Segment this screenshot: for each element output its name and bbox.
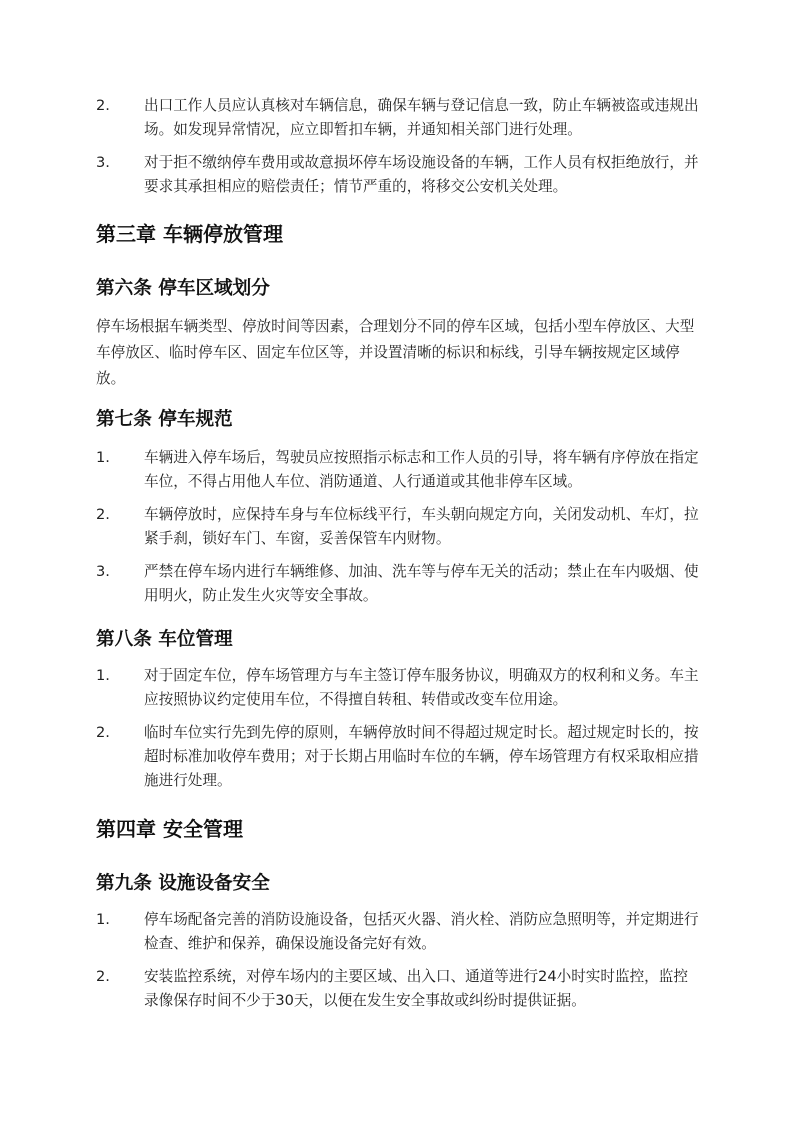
list-item-text: 停车场配备完善的消防设施设备，包括灭火器、消火栓、消防应急照明等，并定期进行检查、维护和保养，确保设施设备完好有效。 [144,911,699,952]
list-item [96,664,702,712]
list-item-number: 2. [96,97,110,114]
list-item-text: 车辆进入停车场后，驾驶员应按照指示标志和工作人员的引导，将车辆有序停放在指定车位，不得占用他人车位、消防通道、人行通道或其他非停车区域。 [144,449,699,490]
article-8-title: 第八条 车位管理 [96,629,233,650]
article-6-title: 第六条 停车区域划分 [96,278,270,299]
list-item [96,560,702,608]
list-item [96,503,702,551]
list-item-text: 出口工作人员应认真核对车辆信息，确保车辆与登记信息一致，防止车辆被盗或违规出场。如发现异常情况，应立即暂扣车辆，并通知相关部门进行处理。 [144,97,699,138]
list-item-text: 对于拒不缴纳停车费用或故意损坏停车场设施设备的车辆，工作人员有权拒绝放行，并要求其承担相应的赔偿责任；情节严重的，将移交公安机关处理。 [144,154,699,195]
article-9-list [96,908,702,1013]
list-item [96,94,702,142]
list-item-number: 2. [96,506,110,523]
list-item-number: 1. [96,911,110,928]
list-item-number: 3. [96,563,110,580]
list-item-number: 2. [96,968,110,985]
article-7-list [96,446,702,608]
chapter-4-title: 第四章 安全管理 [96,817,243,841]
list-item-text: 对于固定车位，停车场管理方与车主签订停车服务协议，明确双方的权利和义务。车主应按照协议约定使用车位，不得擅自转租、转借或改变车位用途。 [144,667,699,708]
chapter-3-title: 第三章 车辆停放管理 [96,222,283,246]
list-item [96,965,702,1013]
article-7-title: 第七条 停车规范 [96,409,233,430]
list-item-text: 严禁在停车场内进行车辆维修、加油、洗车等与停车无关的活动；禁止在车内吸烟、使用明火，防止发生火灾等安全事故。 [144,563,699,604]
list-item-text: 车辆停放时，应保持车身与车位标线平行，车头朝向规定方向，关闭发动机、车灯，拉紧手刹，锁好车门、车窗，妥善保管车内财物。 [144,506,699,547]
list-item-number: 1. [96,449,110,466]
list-item-text: 临时车位实行先到先停的原则，车辆停放时间不得超过规定时长。超过规定时长的，按超时标准加收停车费用；对于长期占用临时车位的车辆，停车场管理方有权采取相应措施进行处理。 [144,724,699,789]
list-item [96,908,702,956]
list-item [96,446,702,494]
exit-rules-list [96,94,702,199]
list-item-number: 3. [96,154,110,171]
list-item [96,721,702,793]
list-item-text: 安装监控系统，对停车场内的主要区域、出入口、通道等进行24小时实时监控，监控录像保存时间不少于30天，以便在发生安全事故或纠纷时提供证据。 [144,968,688,1009]
list-item-number: 2. [96,724,110,741]
article-9-title: 第九条 设施设备安全 [96,873,270,894]
article-6-paragraph: 停车场根据车辆类型、停放时间等因素，合理划分不同的停车区域，包括小型车停放区、大型车停放区、临时停车区、固定车位区等，并设置清晰的标识和标线，引导车辆按规定区域停放。 [96,318,695,387]
list-item-number: 1. [96,667,110,684]
article-8-list [96,664,702,793]
list-item [96,151,702,199]
